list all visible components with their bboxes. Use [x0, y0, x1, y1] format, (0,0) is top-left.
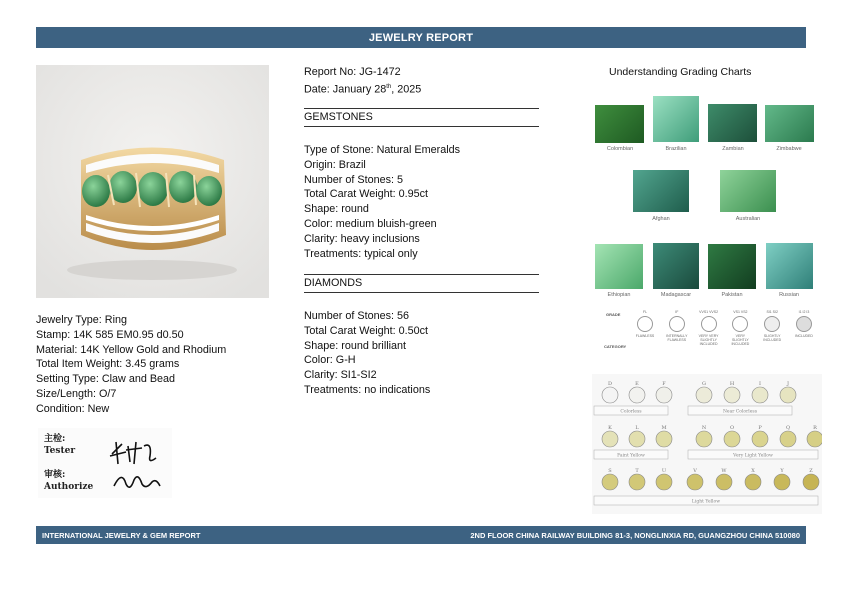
clarity-column: SI1 SI2 SLIGHTLY INCLUDED — [763, 310, 782, 342]
diamond-color-chart — [592, 374, 822, 514]
color-grade-diamond — [724, 387, 740, 403]
item-line: Jewelry Type: Ring — [36, 314, 128, 326]
gemstone-line: Origin: Brazil — [304, 158, 366, 171]
color-grade-diamond — [629, 387, 645, 403]
color-grade-letter: D — [607, 381, 613, 387]
clarity-diamond-icon — [732, 316, 748, 332]
gemstone-line: Shape: round — [304, 203, 369, 216]
color-grade-diamond — [752, 431, 768, 447]
color-group-label: Colorless — [620, 409, 642, 415]
item-line: Material: 14K Yellow Gold and Rhodium — [36, 343, 227, 356]
color-grade-letter: G — [702, 381, 706, 387]
clarity-diamond-icon — [669, 316, 685, 332]
item-line: Total Item Weight: 3.45 grams — [36, 358, 180, 371]
clarity-column: VS1 VS2 VERY SLIGHTLY INCLUDED — [731, 310, 750, 346]
color-grade-diamond — [752, 387, 768, 403]
color-grade-letter: S — [608, 468, 612, 474]
color-grade-letter: U — [661, 468, 667, 474]
item-line: Condition: New — [36, 402, 110, 415]
emerald-australian — [720, 170, 776, 212]
clarity-diamond-icon — [701, 316, 717, 332]
clarity-column: IF INTERNALLY FLAWLESS — [666, 310, 688, 342]
color-grade-diamond — [716, 474, 732, 490]
emerald-label: Zimbabwe — [776, 146, 802, 152]
emerald-colombian — [595, 105, 644, 143]
item-line: Stamp: 14K 585 EM0.95 d0.50 — [36, 328, 184, 341]
emerald-brazilian — [653, 96, 699, 142]
clarity-grade-row-label: GRADE — [606, 312, 621, 317]
emerald-pakistan — [708, 244, 756, 289]
clarity-column: VVS1 VVS2 VERY VERY SLIGHTLY INCLUDED — [698, 310, 719, 346]
diamond-line: Total Carat Weight: 0.50ct — [304, 324, 429, 337]
emerald-russian — [766, 243, 813, 289]
diamond-line: Color: G-H — [304, 354, 356, 367]
color-grade-diamond — [724, 431, 740, 447]
color-grade-letter: O — [729, 425, 735, 431]
color-grade-letter: E — [635, 381, 639, 387]
emerald-afghan — [633, 170, 689, 212]
color-grade-diamond — [629, 431, 645, 447]
color-grade-letter: J — [786, 381, 790, 387]
color-grade-letter: V — [693, 468, 697, 474]
emerald-label: Zambian — [722, 146, 744, 152]
diamonds-heading: DIAMONDS — [304, 277, 363, 289]
color-grade-letter: P — [758, 425, 762, 431]
item-line: Setting Type: Claw and Bead — [36, 373, 176, 386]
report-number: Report No: JG-1472 — [304, 66, 401, 78]
emerald-madagascar — [653, 243, 699, 289]
clarity-column: FL FLAWLESS — [635, 310, 655, 338]
emerald-label: Australian — [735, 216, 761, 222]
emerald-label: Ethiopian — [607, 292, 631, 298]
item-line: Size/Length: O/7 — [36, 387, 117, 400]
color-grade-letter: T — [635, 468, 639, 474]
color-grade-diamond — [602, 387, 618, 403]
color-group-label: Faint Yellow — [617, 453, 645, 459]
color-grade-diamond — [656, 431, 672, 447]
clarity-diamond-icon — [637, 316, 653, 332]
clarity-column: I1 I2 I3 INCLUDED — [795, 310, 813, 338]
color-grade-diamond — [629, 474, 645, 490]
gemstones-details — [304, 143, 460, 261]
handwritten-signatures — [108, 436, 168, 496]
clarity-columns — [632, 310, 817, 360]
color-grade-diamond — [803, 474, 819, 490]
color-grade-letter: L — [635, 425, 639, 431]
color-grade-diamond — [696, 431, 712, 447]
divider — [304, 126, 539, 127]
color-grade-diamond — [774, 474, 790, 490]
signature-block — [38, 428, 172, 498]
gemstones-heading: GEMSTONES — [304, 111, 373, 123]
color-group-label: Very Light Yellow — [733, 453, 773, 459]
color-grade-diamond — [780, 387, 796, 403]
clarity-diamond-icon — [796, 316, 812, 332]
diamond-color-svg — [592, 374, 822, 514]
clarity-category-row-label: CATEGORY — [604, 344, 627, 349]
color-grade-diamond — [602, 474, 618, 490]
color-grade-letter: I — [759, 381, 761, 387]
color-grade-letter: X — [751, 468, 755, 474]
color-grade-diamond — [656, 387, 672, 403]
color-grade-letter: F — [662, 381, 666, 387]
emerald-label: Russian — [779, 292, 799, 298]
divider — [304, 108, 539, 109]
color-grade-letter: R — [813, 425, 817, 431]
authorize-label-cn: 审核: — [44, 470, 66, 480]
diamond-line: Number of Stones: 56 — [304, 310, 410, 322]
color-grade-diamond — [807, 431, 822, 447]
color-grade-diamond — [656, 474, 672, 490]
report-header-bar — [36, 27, 806, 48]
tester-label-cn: 主检: — [44, 434, 66, 444]
item-details — [36, 313, 226, 417]
emerald-zimbabwe — [765, 105, 814, 142]
gemstone-line: Clarity: heavy inclusions — [304, 232, 420, 245]
report-footer-bar — [36, 526, 806, 544]
color-grade-letter: Y — [780, 468, 784, 474]
color-grade-diamond — [745, 474, 761, 490]
gemstone-line: Type of Stone: Natural Emeralds — [304, 144, 461, 156]
gemstone-line: Total Carat Weight: 0.95ct — [304, 188, 429, 201]
diamond-line: Shape: round brilliant — [304, 339, 407, 352]
color-grade-diamond — [687, 474, 703, 490]
color-grade-letter: H — [729, 381, 735, 387]
color-grade-diamond — [780, 431, 796, 447]
diamond-line: Clarity: SI1-SI2 — [304, 369, 377, 382]
emerald-label: Colombian — [606, 146, 634, 152]
color-group-label: Light Yellow — [691, 499, 721, 505]
diamond-line: Treatments: no indications — [304, 383, 431, 396]
color-grade-diamond — [696, 387, 712, 403]
color-grade-letter: W — [721, 468, 727, 474]
grading-charts-title: Understanding Grading Charts — [609, 66, 752, 78]
ring-photo — [36, 65, 269, 298]
color-grade-letter: Z — [809, 468, 813, 474]
divider — [304, 274, 539, 275]
diamonds-details — [304, 309, 430, 398]
emerald-ethiopian — [595, 244, 643, 289]
tester-label-en: Tester — [44, 446, 76, 456]
clarity-grade-chart — [592, 310, 817, 360]
emerald-label: Brazilian — [665, 146, 687, 152]
color-grade-letter: Q — [785, 425, 791, 431]
emerald-zambian — [708, 104, 757, 142]
authorize-label-en: Authorize — [44, 482, 94, 492]
color-group-label: Near Colorless — [722, 409, 758, 415]
gemstone-line: Number of Stones: 5 — [304, 173, 404, 186]
color-grade-letter: N — [701, 425, 707, 431]
footer-address: 2ND FLOOR CHINA RAILWAY BUILDING 81-3, NONGLINXIA RD, GUANGZHOU CHINA 510080 — [470, 530, 800, 540]
color-grade-letter: M — [661, 425, 667, 431]
divider — [304, 292, 539, 293]
report-title: JEWELRY REPORT — [368, 31, 474, 44]
report-info — [304, 65, 421, 97]
gemstone-line: Color: medium bluish-green — [304, 217, 437, 230]
emerald-label: Afghan — [652, 216, 670, 222]
gemstone-line: Treatments: typical only — [304, 247, 418, 260]
emerald-label: Madagascar — [660, 292, 692, 298]
clarity-diamond-icon — [764, 316, 780, 332]
color-grade-diamond — [602, 431, 618, 447]
color-grade-letter: K — [608, 425, 612, 431]
footer-organization: INTERNATIONAL JEWELRY & GEM REPORT — [42, 530, 201, 540]
emerald-label: Pakistan — [721, 292, 743, 298]
report-date: Date: January 28th, 2025 — [304, 83, 422, 96]
ring-image — [36, 65, 269, 298]
